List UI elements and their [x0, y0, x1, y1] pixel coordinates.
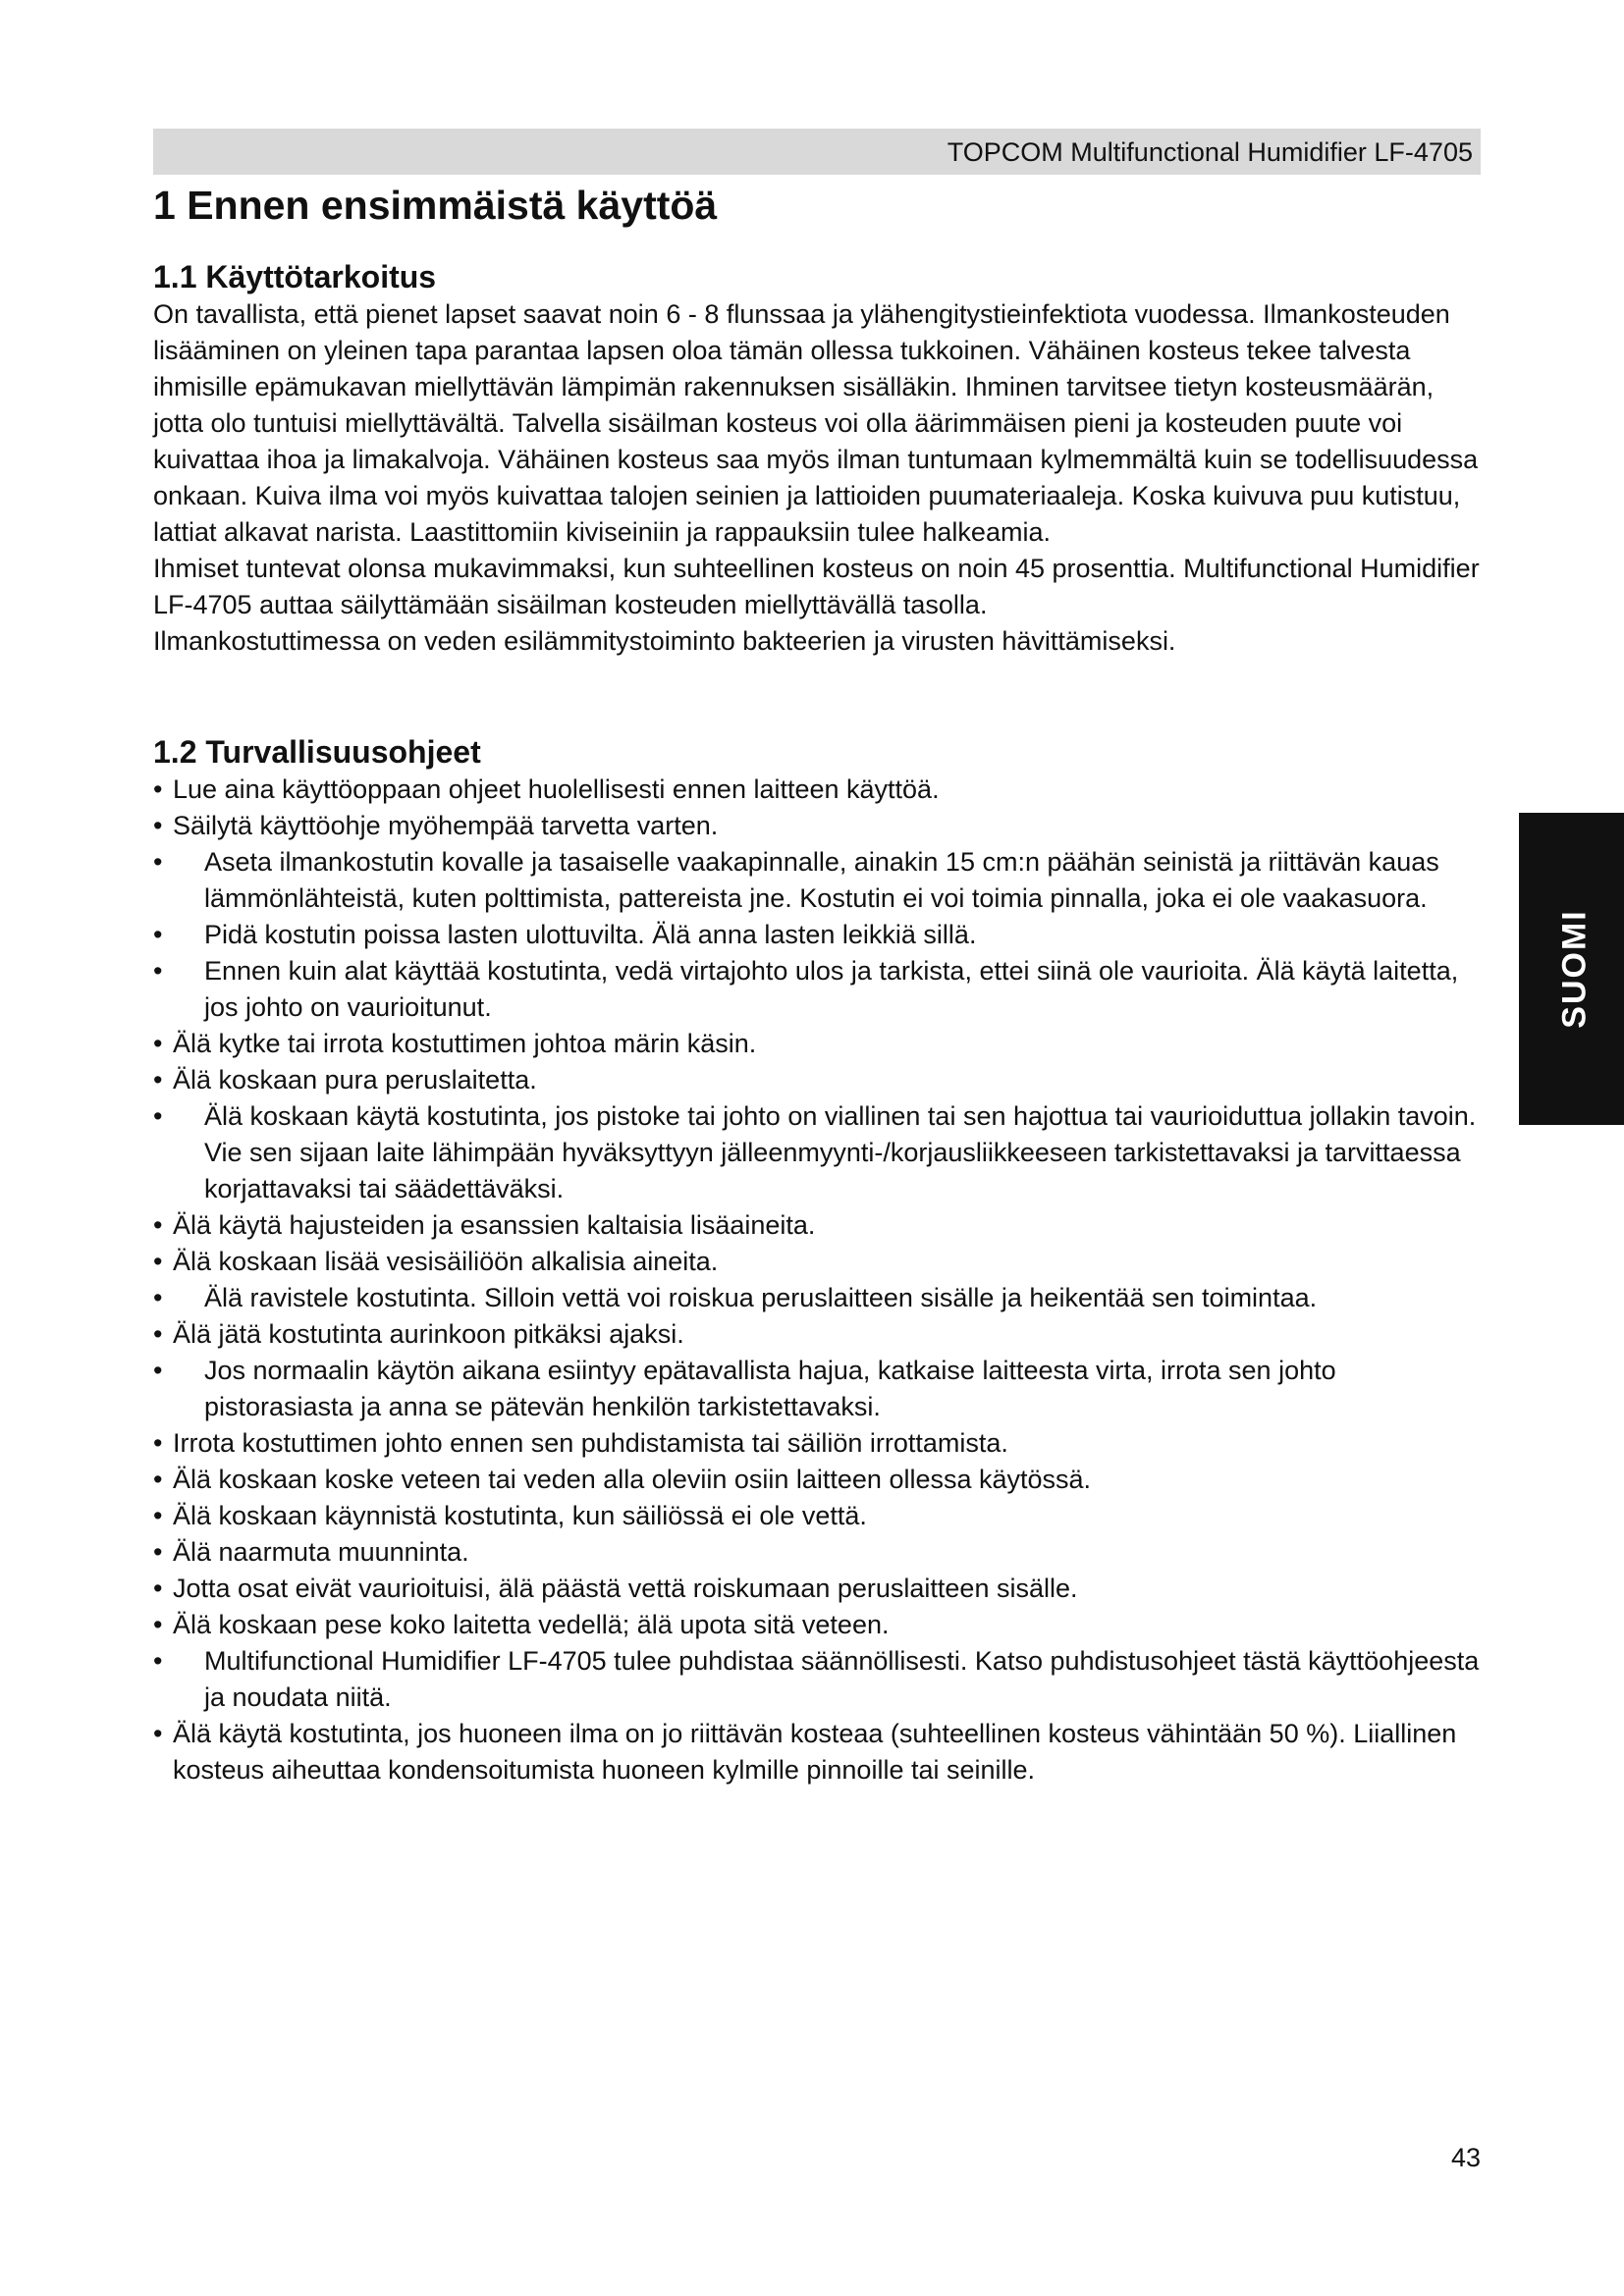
language-tab	[1519, 813, 1624, 1125]
safety-list-item	[153, 772, 1489, 808]
safety-list-item-text: Älä naarmuta muunninta.	[173, 1537, 469, 1567]
bullet-icon: •	[153, 1101, 163, 1131]
language-tab-label: SUOMI	[1555, 909, 1594, 1029]
bullet-icon: •	[153, 1537, 163, 1567]
safety-list-item-text: Jos normaalin käytön aikana esiintyy epätavallista hajua, katkaise laitteesta virta, irrota sen johto pistorasiasta ja anna se pätevän henkilön tarkistettavaksi.	[204, 1356, 1336, 1421]
safety-list-item	[153, 1498, 1489, 1534]
safety-list-item-text: Jotta osat eivät vaurioituisi, älä päästä vettä roiskumaan peruslaitteen sisälle.	[173, 1574, 1078, 1603]
safety-list-item	[153, 1353, 1489, 1425]
header-bar	[153, 129, 1481, 175]
section-title-safety: 1.2 Turvallisuusohjeet	[153, 734, 481, 770]
safety-list-item-text: Säilytä käyttöohje myöhempää tarvetta varten.	[173, 811, 719, 840]
bullet-icon: •	[153, 811, 163, 840]
safety-list-item-text: Älä käytä hajusteiden ja esanssien kaltaisia lisäaineita.	[173, 1210, 816, 1240]
safety-list-item-text: Älä käytä kostutinta, jos huoneen ilma on jo riittävän kosteaa (suhteellinen kosteus vähintään 50 %). Liiallinen kosteus aiheuttaa kondensoitumista huoneen kylmille pinnoille tai seinille.	[173, 1719, 1457, 1785]
safety-list-item-text: Ennen kuin alat käyttää kostutinta, vedä virtajohto ulos ja tarkista, ettei siinä ole vaurioita. Älä käytä laitetta, jos johto on vaurioitunut.	[204, 956, 1459, 1022]
bullet-icon: •	[153, 956, 163, 986]
bullet-icon: •	[153, 1610, 163, 1639]
chapter-title: 1 Ennen ensimmäistä käyttöä	[153, 183, 718, 228]
page-number: 43	[1451, 2143, 1482, 2172]
safety-list-item	[153, 1316, 1489, 1353]
safety-list-item-text: Pidä kostutin poissa lasten ulottuvilta. Älä anna lasten leikkiä sillä.	[204, 920, 977, 949]
header-title: TOPCOM Multifunctional Humidifier LF-4705	[947, 137, 1473, 167]
bullet-icon: •	[153, 1428, 163, 1458]
safety-list-item-text: Irrota kostuttimen johto ennen sen puhdistamista tai säiliön irrottamista.	[173, 1428, 1008, 1458]
safety-list-item-text: Älä koskaan koske veteen tai veden alla oleviin osiin laitteen ollessa käytössä.	[173, 1465, 1092, 1494]
bullet-icon: •	[153, 1574, 163, 1603]
safety-list-item	[153, 1425, 1489, 1462]
safety-list-item	[153, 1716, 1489, 1789]
safety-list-item	[153, 917, 1489, 953]
bullet-icon: •	[153, 774, 163, 804]
safety-list-item-text: Älä ravistele kostutinta. Silloin vettä voi roiskua peruslaitteen sisälle ja heikentää sen toimintaa.	[204, 1283, 1318, 1312]
safety-list-item-text: Älä koskaan lisää vesisäiliöön alkalisia aineita.	[173, 1247, 719, 1276]
bullet-icon: •	[153, 1029, 163, 1058]
safety-list-item-text: Multifunctional Humidifier LF-4705 tulee puhdistaa säännöllisesti. Katso puhdistusohjeet tästä käyttöohjeesta ja noudata niitä.	[204, 1646, 1480, 1712]
safety-list-item	[153, 1280, 1489, 1316]
bullet-icon: •	[153, 847, 163, 877]
safety-instructions-list	[153, 772, 1489, 1789]
safety-list-item	[153, 1462, 1489, 1498]
safety-list-item	[153, 1244, 1489, 1280]
safety-list-item-text: Älä koskaan käytä kostutinta, jos pistoke tai johto on viallinen tai sen hajottua tai vaurioiduttua jollakin tavoin. Vie sen sijaan laite lähimpään hyväksyttyyn jälleenmyynti-/korjausliikkeeseen tarkistettavaksi ja tarvittaessa korjattavaksi tai säädettäväksi.	[204, 1101, 1477, 1203]
safety-list-item	[153, 953, 1489, 1026]
purpose-paragraph: Ihmiset tuntevat olonsa mukavimmaksi, kun suhteellinen kosteus on noin 45 prosenttia. Multifunctional Humidifier LF-4705 auttaa säilyttämään sisäilman kosteuden miellyttävällä tasolla.	[153, 554, 1480, 619]
section-title-purpose: 1.1 Käyttötarkoitus	[153, 259, 437, 294]
safety-list-item	[153, 1607, 1489, 1643]
safety-list-item	[153, 1534, 1489, 1571]
bullet-icon: •	[153, 1319, 163, 1349]
safety-list-item-text: Älä koskaan pura peruslaitetta.	[173, 1065, 537, 1095]
bullet-icon: •	[153, 1465, 163, 1494]
bullet-icon: •	[153, 1719, 163, 1748]
safety-list-item	[153, 1207, 1489, 1244]
safety-list-item	[153, 844, 1489, 917]
bullet-icon: •	[153, 920, 163, 949]
safety-list-item	[153, 1062, 1489, 1098]
safety-list-item-text: Älä jätä kostutinta aurinkoon pitkäksi ajaksi.	[173, 1319, 684, 1349]
purpose-paragraph: On tavallista, että pienet lapset saavat noin 6 - 8 flunssaa ja ylähengitystieinfektiota vuodessa. Ilmankosteuden lisääminen on yleinen tapa parantaa lapsen oloa tämän ollessa tukkoinen. Vähäinen kosteus tekee talvesta ihmisille epämukavan miellyttävän lämpimän rakennuksen sisälläkin. Ihminen tarvitsee tietyn kosteusmäärän, jotta olo tuntuisi miellyttävältä. Talvella sisäilman kosteus voi olla äärimmäisen pieni ja kosteuden puute voi kuivattaa ihoa ja limakalvoja. Vähäinen kosteus saa myös ilman tuntumaan kylmemmältä kuin se todellisuudessa onkaan. Kuiva ilma voi myös kuivattaa talojen seinien ja lattioiden puumateriaaleja. Koska kuivuva puu kutistuu, lattiat alkavat narista. Laastittomiin kiviseiniin ja rappauksiin tulee halkeamia.	[153, 299, 1479, 547]
purpose-paragraph: Ilmankostuttimessa on veden esilämmitystoiminto bakteerien ja virusten hävittämiseksi.	[153, 626, 1176, 656]
bullet-icon: •	[153, 1501, 163, 1530]
safety-list-item	[153, 1026, 1489, 1062]
purpose-body	[153, 296, 1489, 660]
bullet-icon: •	[153, 1247, 163, 1276]
bullet-icon: •	[153, 1065, 163, 1095]
bullet-icon: •	[153, 1210, 163, 1240]
safety-list-item	[153, 808, 1489, 844]
safety-list-item-text: Älä koskaan pese koko laitetta vedellä; älä upota sitä veteen.	[173, 1610, 890, 1639]
safety-list-item	[153, 1571, 1489, 1607]
safety-list-item-text: Älä koskaan käynnistä kostutinta, kun säiliössä ei ole vettä.	[173, 1501, 867, 1530]
safety-list-item-text: Aseta ilmankostutin kovalle ja tasaiselle vaakapinnalle, ainakin 15 cm:n päähän seinistä ja riittävän kauas lämmönlähteistä, kuten polttimista, pattereista jne. Kostutin ei voi toimia pinnalla, joka ei ole vaakasuora.	[204, 847, 1439, 913]
safety-list-item-text: Lue aina käyttöoppaan ohjeet huolellisesti ennen laitteen käyttöä.	[173, 774, 940, 804]
safety-list-item-text: Älä kytke tai irrota kostuttimen johtoa märin käsin.	[173, 1029, 757, 1058]
bullet-icon: •	[153, 1646, 163, 1676]
bullet-icon: •	[153, 1283, 163, 1312]
safety-list-item	[153, 1098, 1489, 1207]
safety-list-item	[153, 1643, 1489, 1716]
bullet-icon: •	[153, 1356, 163, 1385]
